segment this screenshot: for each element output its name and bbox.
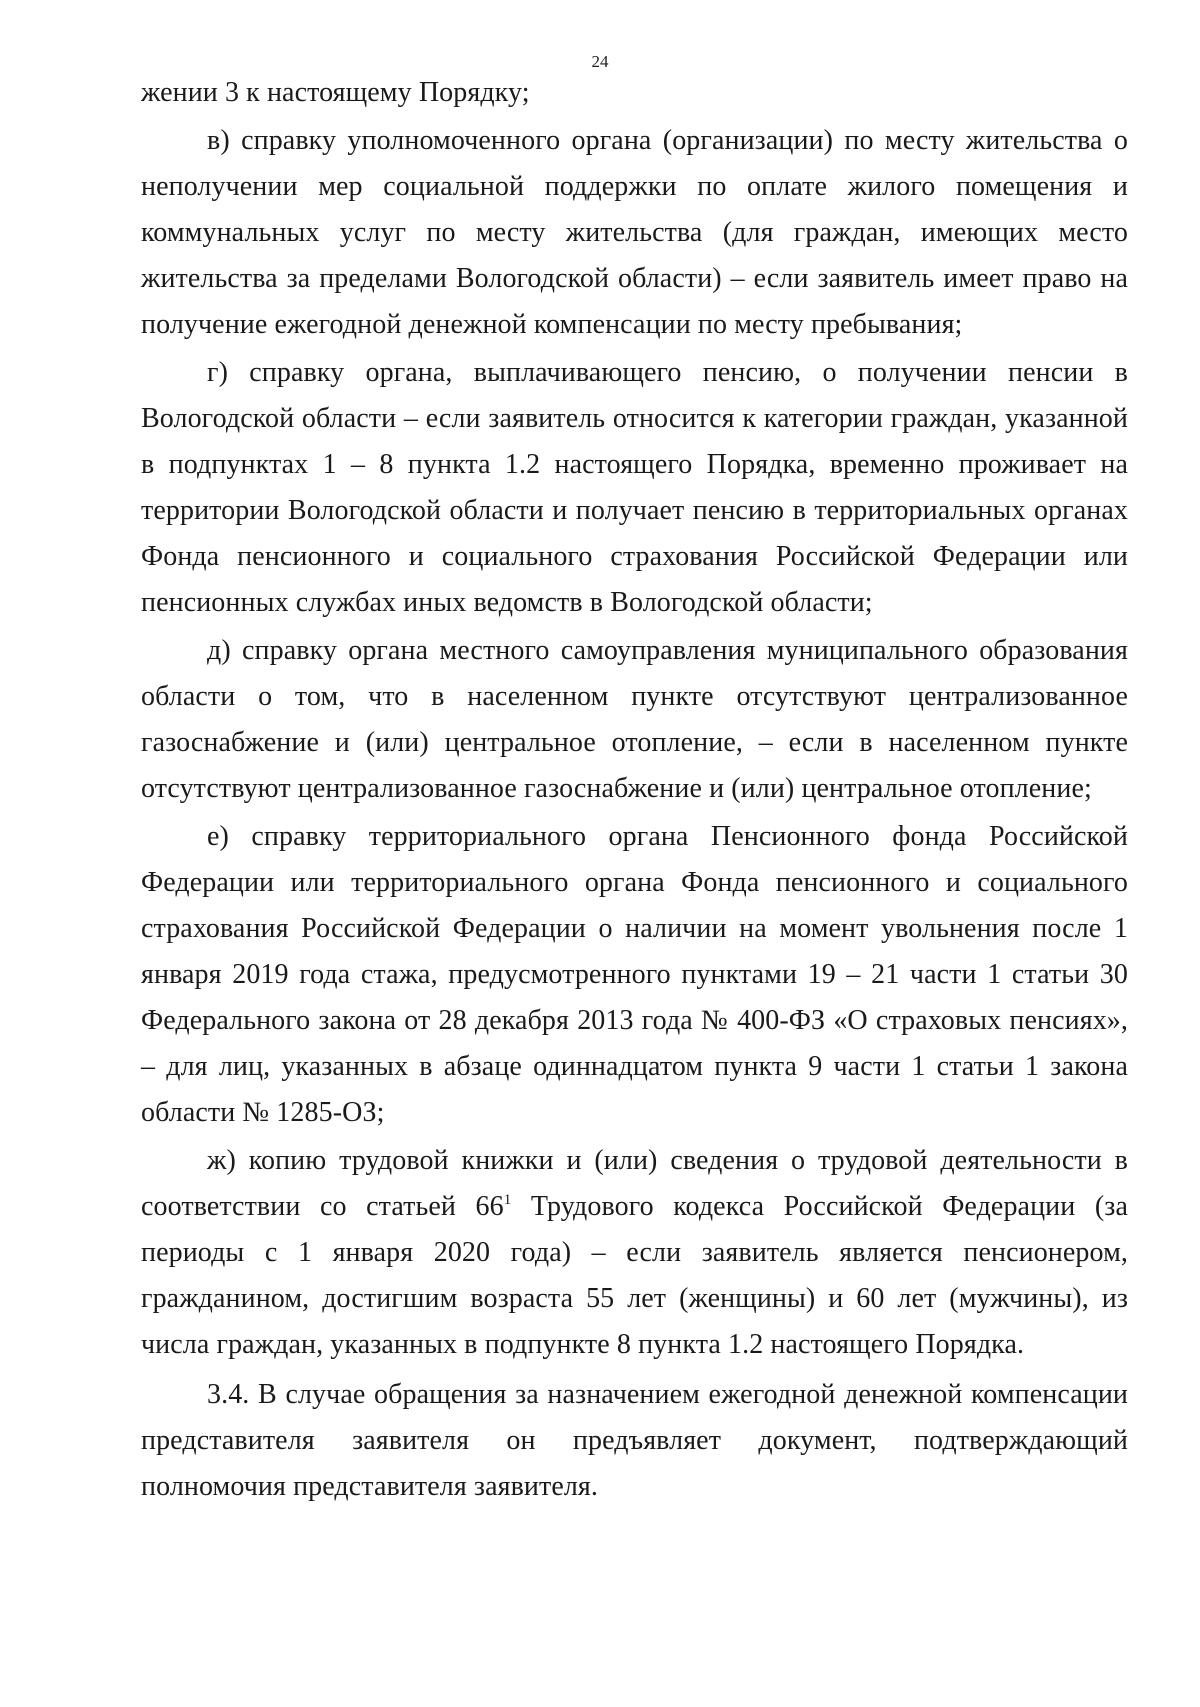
paragraph-3-4: 3.4. В случае обращения за назначением ежегодной денежной компенсации представителя заявителя он предъявляет документ, подтверждающий полномочия представителя заявителя. [141, 1379, 1128, 1502]
paragraph-item-d: д) справку органа местного самоуправления муниципального образования области о том, что в населенном пункте отсутствуют централизованное газоснабжение и (или) центральное отопление, – если в населенном пункте отсутствуют централизованное газоснабжение и (или) центральное отопление; [141, 635, 1128, 804]
paragraph-item-g: г) справку органа, выплачивающего пенсию, о получении пенсии в Вологодской области – если заявитель относится к категории граждан, указанной в подпунктах 1 – 8 пункта 1.2 настоящего Порядка, временно проживает на территории Вологодской области и получает пенсию в территориальных органах Фонда пенсионного и социального страхования Российской Федерации или пенсионных службах иных ведомств в Вологодской области; [141, 357, 1128, 618]
paragraph-item-e: е) справку территориального органа Пенсионного фонда Российской Федерации или территориального органа Фонда пенсионного и социального страхования Российской Федерации о наличии на момент увольнения после 1 января 2019 года стажа, предусмотренного пунктами 19 – 21 части 1 статьи 30 Федерального закона от 28 декабря 2013 года № 400-ФЗ «О страховых пенсиях», – для лиц, указанных в абзаце одиннадцатом пункта 9 части 1 статьи 1 закона области № 1285-ОЗ; [141, 821, 1128, 1128]
paragraph-item-zh [141, 1138, 1128, 1368]
paragraph-continuation: жении 3 к настоящему Порядку; [141, 77, 530, 108]
document-body [141, 70, 1128, 1512]
paragraph-item-zh-text-after: Трудового кодекса Российской Федерации (за периоды с 1 января 2020 года) – если заявитель является пенсионером, гражданином, достигшим возраста 55 лет (женщины) и 60 лет (мужчины), из числа граждан, указанных в подпункте 8 пункта 1.2 настоящего Порядка. [141, 1191, 1128, 1360]
paragraph-item-v: в) справку уполномоченного органа (организации) по месту жительства о неполучении мер социальной поддержки по оплате жилого помещения и коммунальных услуг по месту жительства (для граждан, имеющих место жительства за пределами Вологодской области) – если заявитель имеет право на получение ежегодной денежной компенсации по месту пребывания; [141, 125, 1128, 340]
paragraph-item-zh-text-before: ж) копию трудовой книжки и (или) сведения о трудовой деятельности в соответствии со статьей 66 [141, 1145, 1128, 1222]
footnote-superscript: 1 [503, 1192, 512, 1208]
page-number: 24 [591, 52, 609, 71]
